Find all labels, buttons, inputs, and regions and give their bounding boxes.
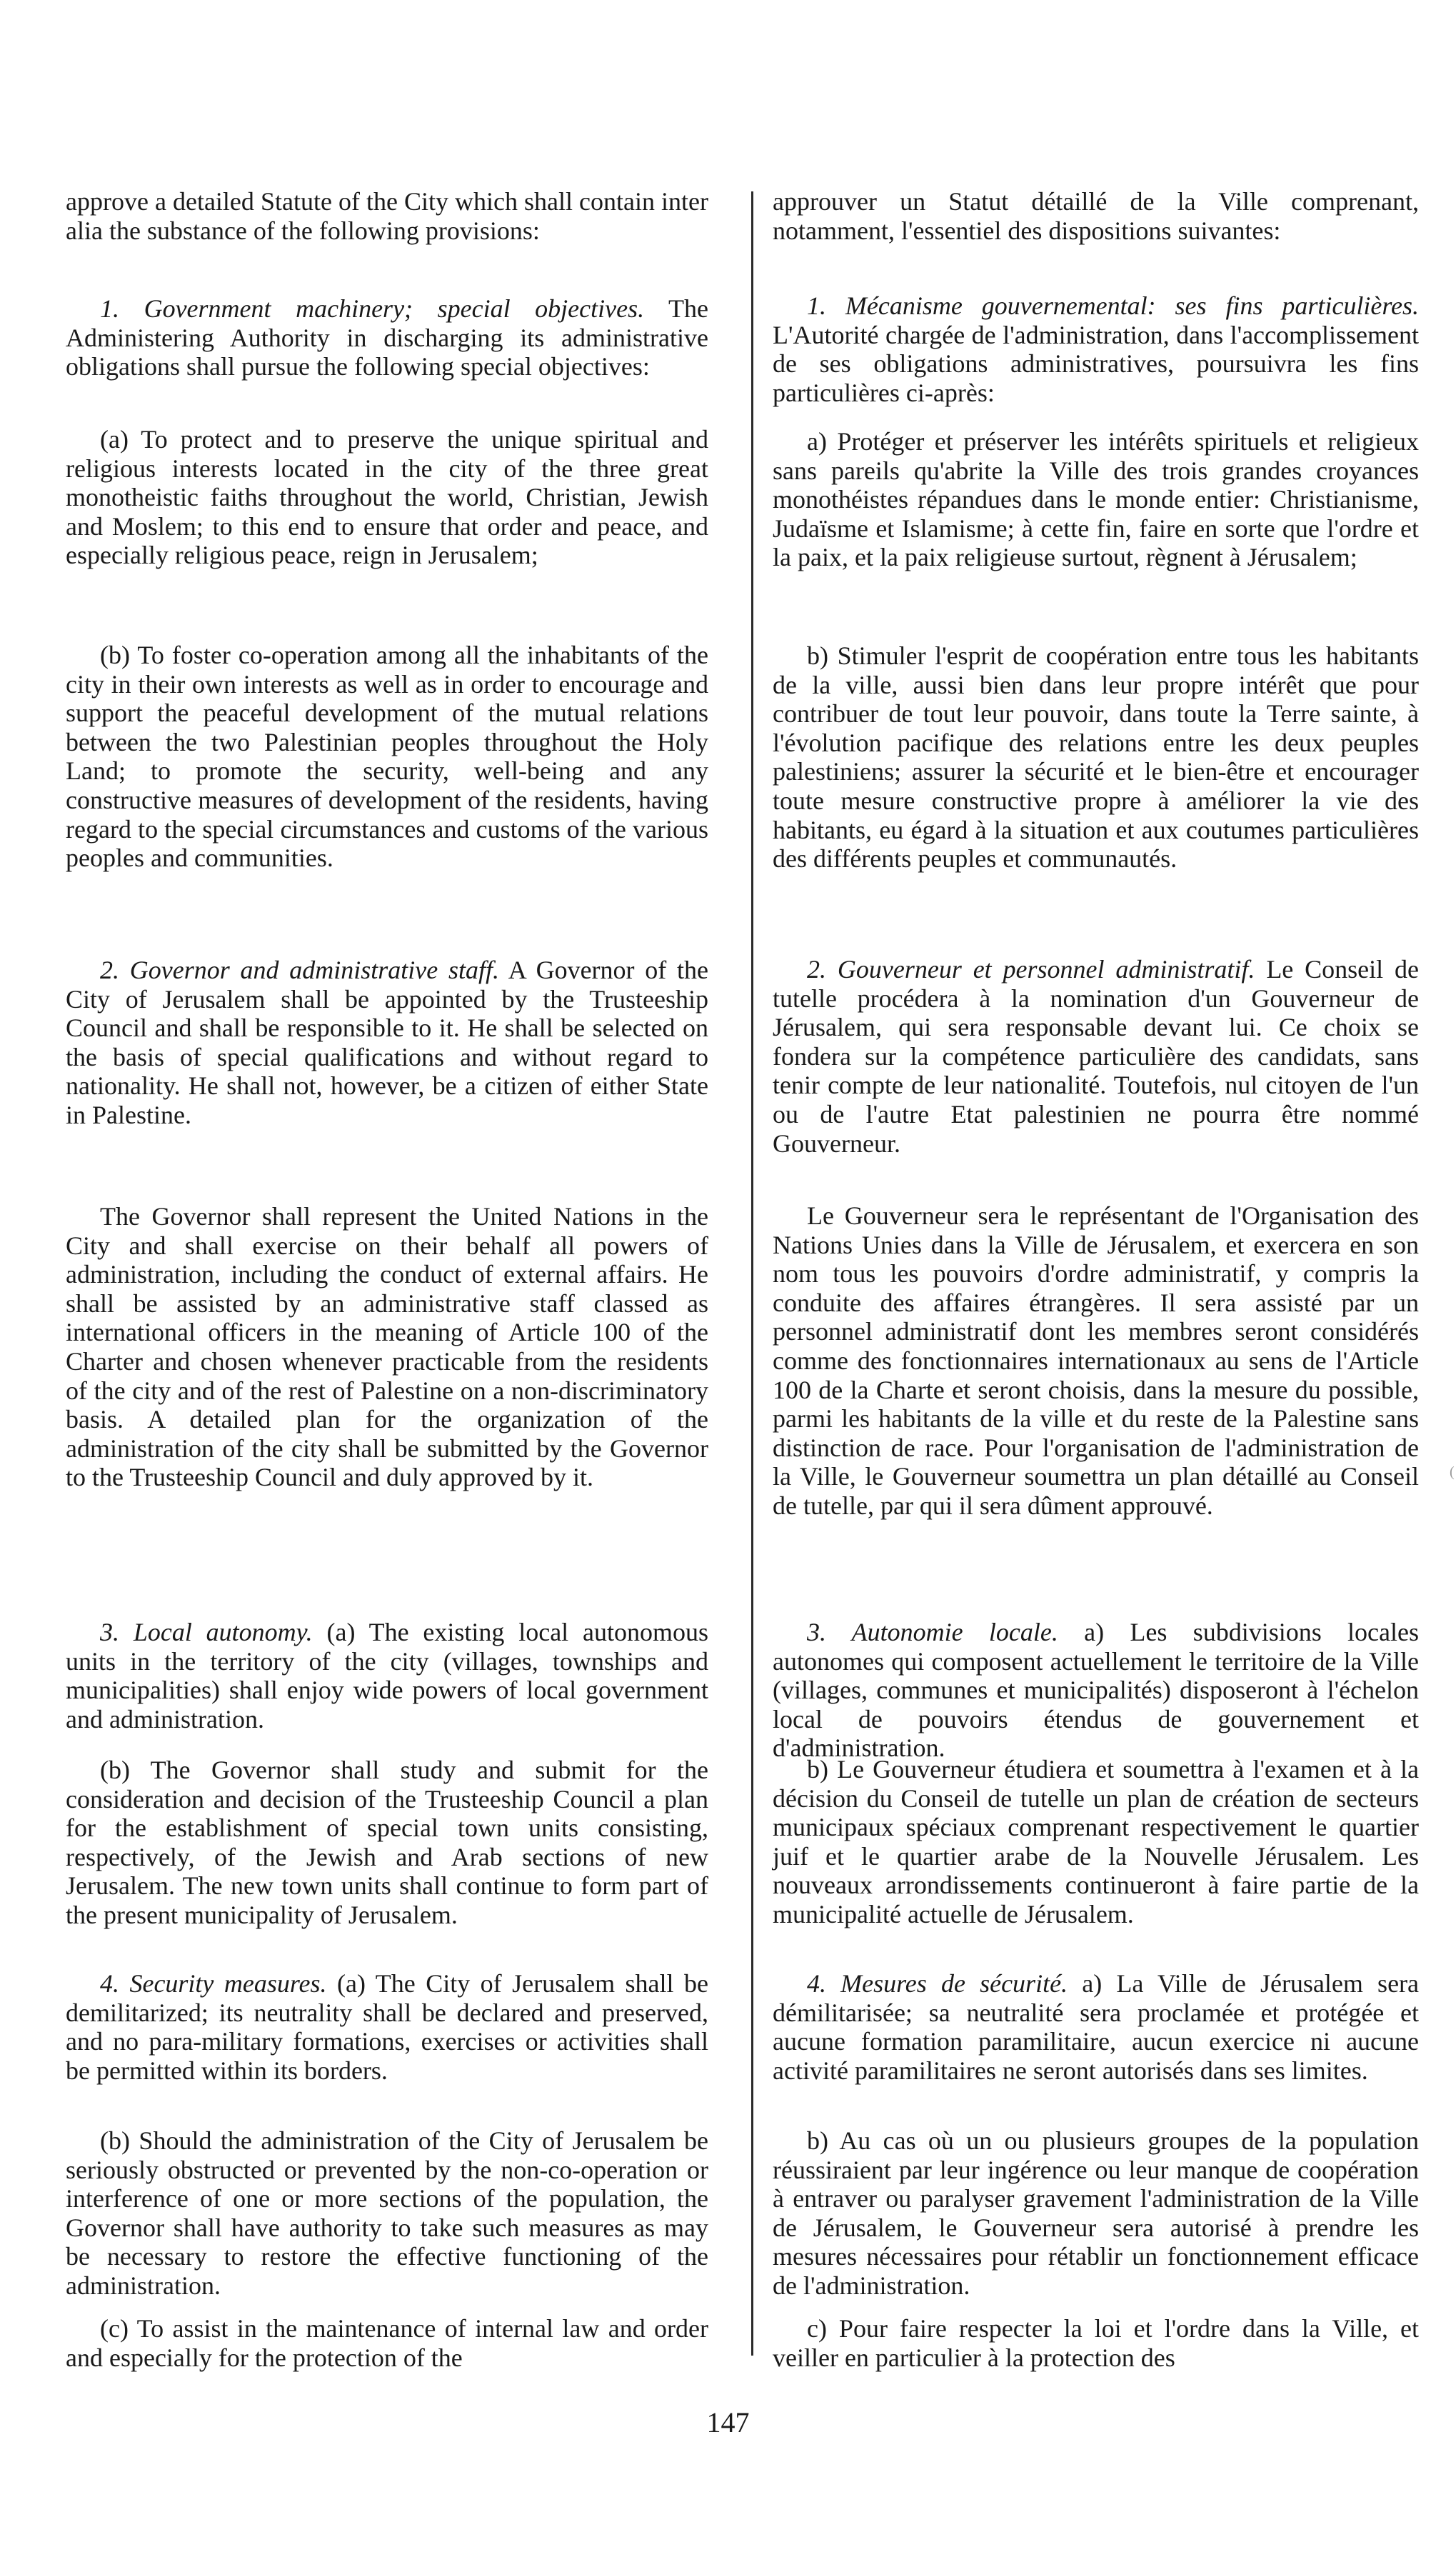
section-3-paragraph	[66, 1618, 708, 1733]
section-2-text-fr: Le Conseil de tutelle procédera à la nomination d'un Gouverneur de Jérusalem, qui sera responsable devant lui. Ce choix se fondera sur la compétence particulière des candidats, sans tenir compte de leur nationalité. Toutefois, nul citoyen de l'un ou de l'autre Etat palestinien ne pourra être nommé Gouverneur.	[773, 955, 1420, 1158]
section-2-paragraph	[66, 956, 708, 1130]
section-1-heading: 1. Government machinery; special objectives.	[100, 294, 645, 323]
section-3-heading-fr: 3. Autonomie locale.	[807, 1618, 1058, 1646]
section-3b-paragraph-fr: b) Le Gouverneur étudiera et soumettra à l'examen et à la décision du Conseil de tutelle un plan de création de secteurs municipaux spéciaux comprenant respectivement le quartier juif et le quartier arabe de la Nouvelle Jérusalem. Les nouveaux arrondissements continueront à faire partie de la municipalité actuelle de Jérusalem.	[773, 1755, 1419, 1928]
section-1-paragraph	[66, 294, 708, 381]
section-2-text: A Governor of the City of Jerusalem shall be appointed by the Trusteeship Council and shall be responsible to it. He shall be selected on the basis of special qualifications and without regard to nationality. He shall not, however, be a citizen of either State in Palestine.	[66, 956, 709, 1129]
section-4-heading-fr: 4. Mesures de sécurité.	[807, 1969, 1068, 1998]
section-3b-paragraph: (b) The Governor shall study and submit for the consideration and decision of the Trusteeship Council a plan for the establishment of special town units consisting, respectively, of the Jewish and Arab sections of new Jerusalem. The new town units shall continue to form part of the present municipality of Jerusalem.	[66, 1756, 708, 1929]
margin-mark: (	[1450, 1464, 1455, 1480]
section-1b-paragraph: (b) To foster co-operation among all the inhabitants of the city in their own interests as well as in order to encourage and support the peaceful development of the mutual relations between the two Palestinian peoples throughout the Holy Land; to promote the security, well-being and any constructive measures of development of the residents, having regard to the special circumstances and customs of the various peoples and communities.	[66, 641, 708, 873]
section-4b-paragraph: (b) Should the administration of the City of Jerusalem be seriously obstructed or prevented by the non-co-operation or interference of one or more sections of the population, the Governor shall have authority to take such measures as may be necessary to restore the effective functioning of the administration.	[66, 2126, 708, 2300]
section-1a-paragraph-fr: a) Protéger et préserver les intérêts spirituels et religieux sans pareils qu'abrite la Ville des trois grandes croyances monothéistes répandues dans le monde entier: Christianisme, Judaïsme et Islamisme; à cette fin, faire en sorte que l'ordre et la paix, et la paix religieuse surtout, règnent à Jérusalem;	[773, 427, 1419, 572]
section-1b-paragraph-fr: b) Stimuler l'esprit de coopération entre tous les habitants de la ville, aussi bien dans leur propre intérêt que pour contribuer de tout leur pouvoir, dans toute la Terre sainte, à l'évolution pacifique des relations entre les deux peuples palestiniens; assurer la sécurité et le bien-être et encourager toute mesure constructive propre à améliorer la vie des habitants, eu égard à la situation et aux coutumes particulières des différents peuples et communautés.	[773, 641, 1419, 874]
section-1a-paragraph: (a) To protect and to preserve the unique spiritual and religious interests located in the city of the three great monotheistic faiths throughout the world, Christian, Jewish and Moslem; to this end to ensure that order and peace, and especially religious peace, reign in Jerusalem;	[66, 425, 708, 570]
page-number: 147	[706, 2406, 750, 2438]
column-divider	[751, 191, 753, 2356]
section-1-paragraph-fr	[773, 291, 1419, 407]
section-2-heading-fr: 2. Gouverneur et personnel administratif.	[807, 955, 1255, 984]
section-4-heading: 4. Security measures.	[100, 1969, 327, 1998]
section-1-text-fr: L'Autorité chargée de l'administration, dans l'accomplissement de ses obligations administratives, poursuivra les fins particulières ci-après:	[773, 320, 1419, 407]
section-3a-text-fr: a) Les subdivisions locales autonomes qui composent actuellement le territoire de la Ville (villages, communes et municipalités) disposeront à l'échelon local de pouvoirs étendus de gouvernement et d'administration.	[773, 1618, 1419, 1763]
intro-paragraph-fr: approuver un Statut détaillé de la Ville comprenant, notamment, l'essentiel des dispositions suivantes:	[773, 187, 1419, 245]
section-1-heading-fr: 1. Mécanisme gouvernemental: ses fins particulières.	[807, 291, 1419, 320]
section-1-text: The Administering Authority in discharging its administrative obligations shall pursue the following special objectives:	[66, 294, 708, 381]
section-3a-text: (a) The existing local autonomous units in the territory of the city (villages, townships and municipalities) shall enjoy wide powers of local government and administration.	[66, 1618, 708, 1733]
intro-paragraph: approve a detailed Statute of the City which shall contain inter alia the substance of the following provisions:	[66, 187, 708, 245]
section-4a-text: (a) The City of Jerusalem shall be demilitarized; its neutrality shall be declared and preserved, and no para-military formations, exercises or activities shall be permitted within its borders.	[66, 1969, 708, 2085]
section-4-paragraph-fr	[773, 1969, 1419, 2085]
section-4b-paragraph-fr: b) Au cas où un ou plusieurs groupes de la population réussiraient par leur ingérence ou leur manque de coopération à entraver ou paralyser gravement l'administration de la Ville de Jérusalem, le Gouverneur sera autorisé à prendre les mesures nécessaires pour rétablir un fonctionnement efficace de l'administration.	[773, 2126, 1419, 2300]
section-2-paragraph-fr	[773, 955, 1419, 1158]
section-4-paragraph	[66, 1969, 708, 2085]
section-3-paragraph-fr	[773, 1618, 1419, 1763]
section-3-heading: 3. Local autonomy.	[100, 1618, 313, 1646]
section-2-heading: 2. Governor and administrative staff.	[100, 956, 500, 984]
section-4a-text-fr: a) La Ville de Jérusalem sera démilitarisée; sa neutralité sera proclamée et protégée et aucune formation paramilitaire, aucun exercice ni aucune activité paramilitaires ne seront autorisés dans ses limites.	[773, 1969, 1420, 2085]
section-2-paragraph-2: The Governor shall represent the United Nations in the City and shall exercise on their behalf all powers of administration, including the conduct of external affairs. He shall be assisted by an administrative staff classed as international officers in the meaning of Article 100 of the Charter and chosen whenever practicable from the residents of the city and of the rest of Palestine on a non-discriminatory basis. A detailed plan for the organization of the administration of the city shall be submitted by the Governor to the Trusteeship Council and duly approved by it.	[66, 1202, 708, 1492]
section-4c-paragraph: (c) To assist in the maintenance of internal law and order and especially for the protection of the	[66, 2314, 708, 2372]
section-4c-paragraph-fr: c) Pour faire respecter la loi et l'ordre dans la Ville, et veiller en particulier à la protection des	[773, 2314, 1419, 2372]
section-2-paragraph-2-fr: Le Gouverneur sera le représentant de l'Organisation des Nations Unies dans la Ville de Jérusalem, et exercera en son nom tous les pouvoirs d'ordre administratif, y compris la conduite des affaires étrangères. Il sera assisté par un personnel administratif dont les membres seront considérés comme des fonctionnaires internationaux au sens de l'Article 100 de la Charte et seront choisis, dans la mesure du possible, parmi les habitants de la ville et du reste de la Palestine sans distinction de race. Pour l'organisation de l'administration de la Ville, le Gouverneur soumettra un plan détaillé au Conseil de tutelle, par qui il sera dûment approuvé.	[773, 1201, 1419, 1520]
